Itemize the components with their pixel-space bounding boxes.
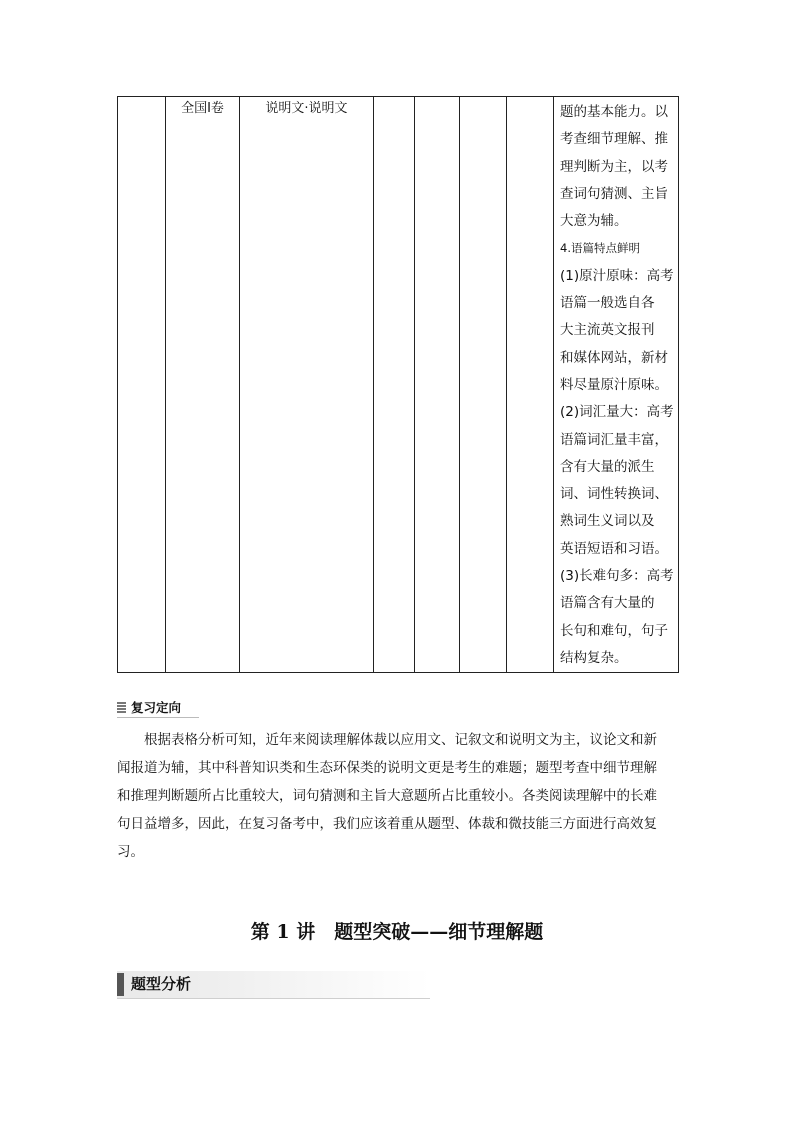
lecture-title: 第 1 讲 题型突破——细节理解题 [250, 921, 544, 943]
table-cell-empty [118, 97, 166, 673]
heading-bar-icon [117, 702, 126, 713]
paragraph-line: 和推理判断题所占比重较大，词句猜测和主旨大意题所占比重较小。各类阅读理解中的长难 [117, 788, 657, 804]
note-line: 理判断为主，以考 [560, 158, 668, 175]
table-cell-empty [460, 97, 507, 673]
text-genre-cell: 说明文·说明文 [240, 97, 374, 673]
note-line: 语篇含有大量的 [560, 595, 655, 612]
note-line: 长句和难句，句子 [560, 622, 668, 639]
note-line: 考查细节理解、推 [560, 131, 668, 148]
exam-analysis-table [117, 96, 679, 673]
note-line: 语篇词汇量丰富， [560, 431, 668, 448]
note-line: 含有大量的派生 [560, 458, 655, 475]
table-cell-empty [374, 97, 415, 673]
note-line: 结构复杂。 [560, 649, 628, 666]
note-line: 词、词性转换词、 [560, 486, 668, 503]
question-type-section-heading [117, 971, 430, 999]
note-line: 大主流英文报刊 [560, 322, 655, 339]
paragraph-line: 根据表格分析可知，近年来阅读理解体裁以应用文、记叙文和说明文为主，议论文和新 [144, 732, 657, 748]
note-line: 语篇一般选自各 [560, 295, 655, 312]
review-heading-text: 复习定向 [131, 700, 182, 715]
note-line: 4.语篇特点鲜明 [560, 241, 640, 256]
note-line: (2)词汇量大：高考 [560, 404, 674, 421]
note-line: 英语短语和习语。 [560, 540, 668, 557]
note-line: (1)原汁原味：高考 [560, 267, 674, 284]
note-line: (3)长难句多：高考 [560, 568, 674, 585]
note-line: 和媒体网站，新材 [560, 349, 668, 366]
paragraph-line: 习。 [117, 844, 144, 860]
note-line: 查词句猜测、主旨 [560, 185, 668, 202]
table-row [118, 97, 679, 673]
table-cell-empty [415, 97, 460, 673]
exam-region-cell: 全国Ⅰ卷 [166, 97, 240, 673]
paragraph-line: 闻报道为辅，其中科普知识类和生态环保类的说明文更是考生的难题；题型考查中细节理解 [117, 760, 657, 776]
section-heading-text: 题型分析 [131, 975, 192, 993]
heading-accent-bar [117, 973, 124, 996]
note-line: 料尽量原汁原味。 [560, 376, 668, 393]
note-line: 大意为辅。 [560, 213, 628, 230]
note-line: 题的基本能力。以 [560, 104, 668, 120]
note-line: 熟词生义词以及 [560, 513, 655, 530]
paragraph-line: 句日益增多，因此，在复习备考中，我们应该着重从题型、体裁和微技能三方面进行高效复 [117, 816, 657, 832]
analysis-notes-cell [554, 97, 679, 673]
table-cell-empty [507, 97, 554, 673]
review-section-heading [117, 699, 199, 718]
